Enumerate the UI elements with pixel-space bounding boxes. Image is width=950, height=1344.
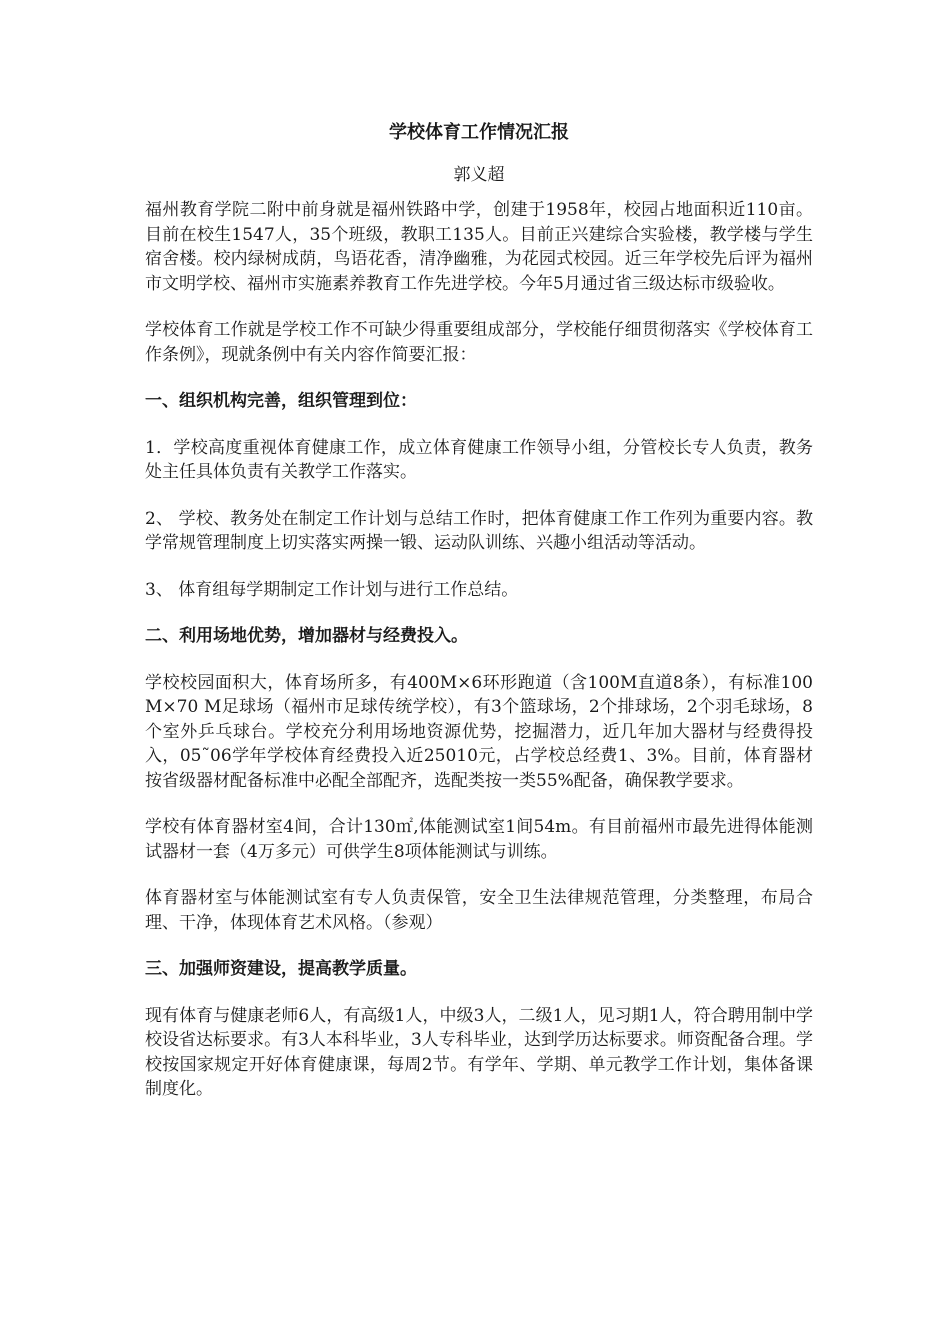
paragraph: 3、 体育组每学期制定工作计划与进行工作总结。: [145, 579, 519, 600]
document-page: [145, 120, 813, 1124]
paragraph: 学校体育工作就是学校工作不可缺少得重要组成部分，学校能仔细贯彻落实《学校体育工作条例》，现就条例中有关内容作简要汇报：: [145, 320, 813, 365]
section-heading: 二、利用场地优势，增加器材与经费投入。: [145, 626, 468, 646]
paragraph: 学校校园面积大，体育场所多，有400M×6环形跑道（含100M直道8条），有标准100 M×70 M足球场（福州市足球传统学校），有3个篮球场，2个排球场，2个羽毛球场，8个室外乒乓球台。学校充分利用场地资源优势，挖掘潜力，近几年加大器材与经费得投入，05˜06学年学校体育经费投入近25010元，占学校总经费1、3%。目前，体育器材按省级器材配备标准中必配全部配齐，选配类按一类55%配备，确保教学要求。: [145, 672, 813, 791]
paragraph: 现有体育与健康老师6人，有高级1人，中级3人，二级1人，见习期1人，符合聘用制中学校设省达标要求。有3人本科毕业，3人专科毕业，达到学历达标要求。师资配备合理。学校按国家规定开好体育健康课，每周2节。有学年、学期、单元教学工作计划，集体备课制度化。: [145, 1005, 813, 1099]
paragraph: 1．学校高度重视体育健康工作，成立体育健康工作领导小组，分管校长专人负责，教务处主任具体负责有关教学工作落实。: [145, 437, 813, 482]
paragraph: 学校有体育器材室4间，合计130㎡,体能测试室1间54m。有目前福州市最先进得体能测试器材一套（4万多元）可供学生8项体能测试与训练。: [145, 817, 813, 862]
section-heading: 一、组织机构完善，组织管理到位：: [145, 391, 417, 411]
paragraph: 2、 学校、教务处在制定工作计划与总结工作时，把体育健康工作工作列为重要内容。教学常规管理制度上切实落实两操一锻、运动队训练、兴趣小组活动等活动。: [145, 508, 813, 553]
document-title: 学校体育工作情况汇报: [389, 122, 569, 143]
document-author: 郭义超: [453, 165, 505, 185]
paragraph: 福州教育学院二附中前身就是福州铁路中学，创建于1958年，校园占地面积近110亩。目前在校生1547人，35个班级，教职工135人。目前正兴建综合实验楼，教学楼与学生宿舍楼。校内绿树成荫，鸟语花香，清净幽雅，为花园式校园。近三年学校先后评为福州市文明学校、福州市实施素养教育工作先进学校。今年5月通过省三级达标市级验收。: [145, 200, 813, 294]
document-body: [145, 198, 813, 1102]
paragraph: 体育器材室与体能测试室有专人负责保管，安全卫生法律规范管理，分类整理，布局合理、干净，体现体育艺术风格。（参观）: [145, 888, 813, 933]
section-heading: 三、加强师资建设，提高教学质量。: [145, 959, 417, 979]
